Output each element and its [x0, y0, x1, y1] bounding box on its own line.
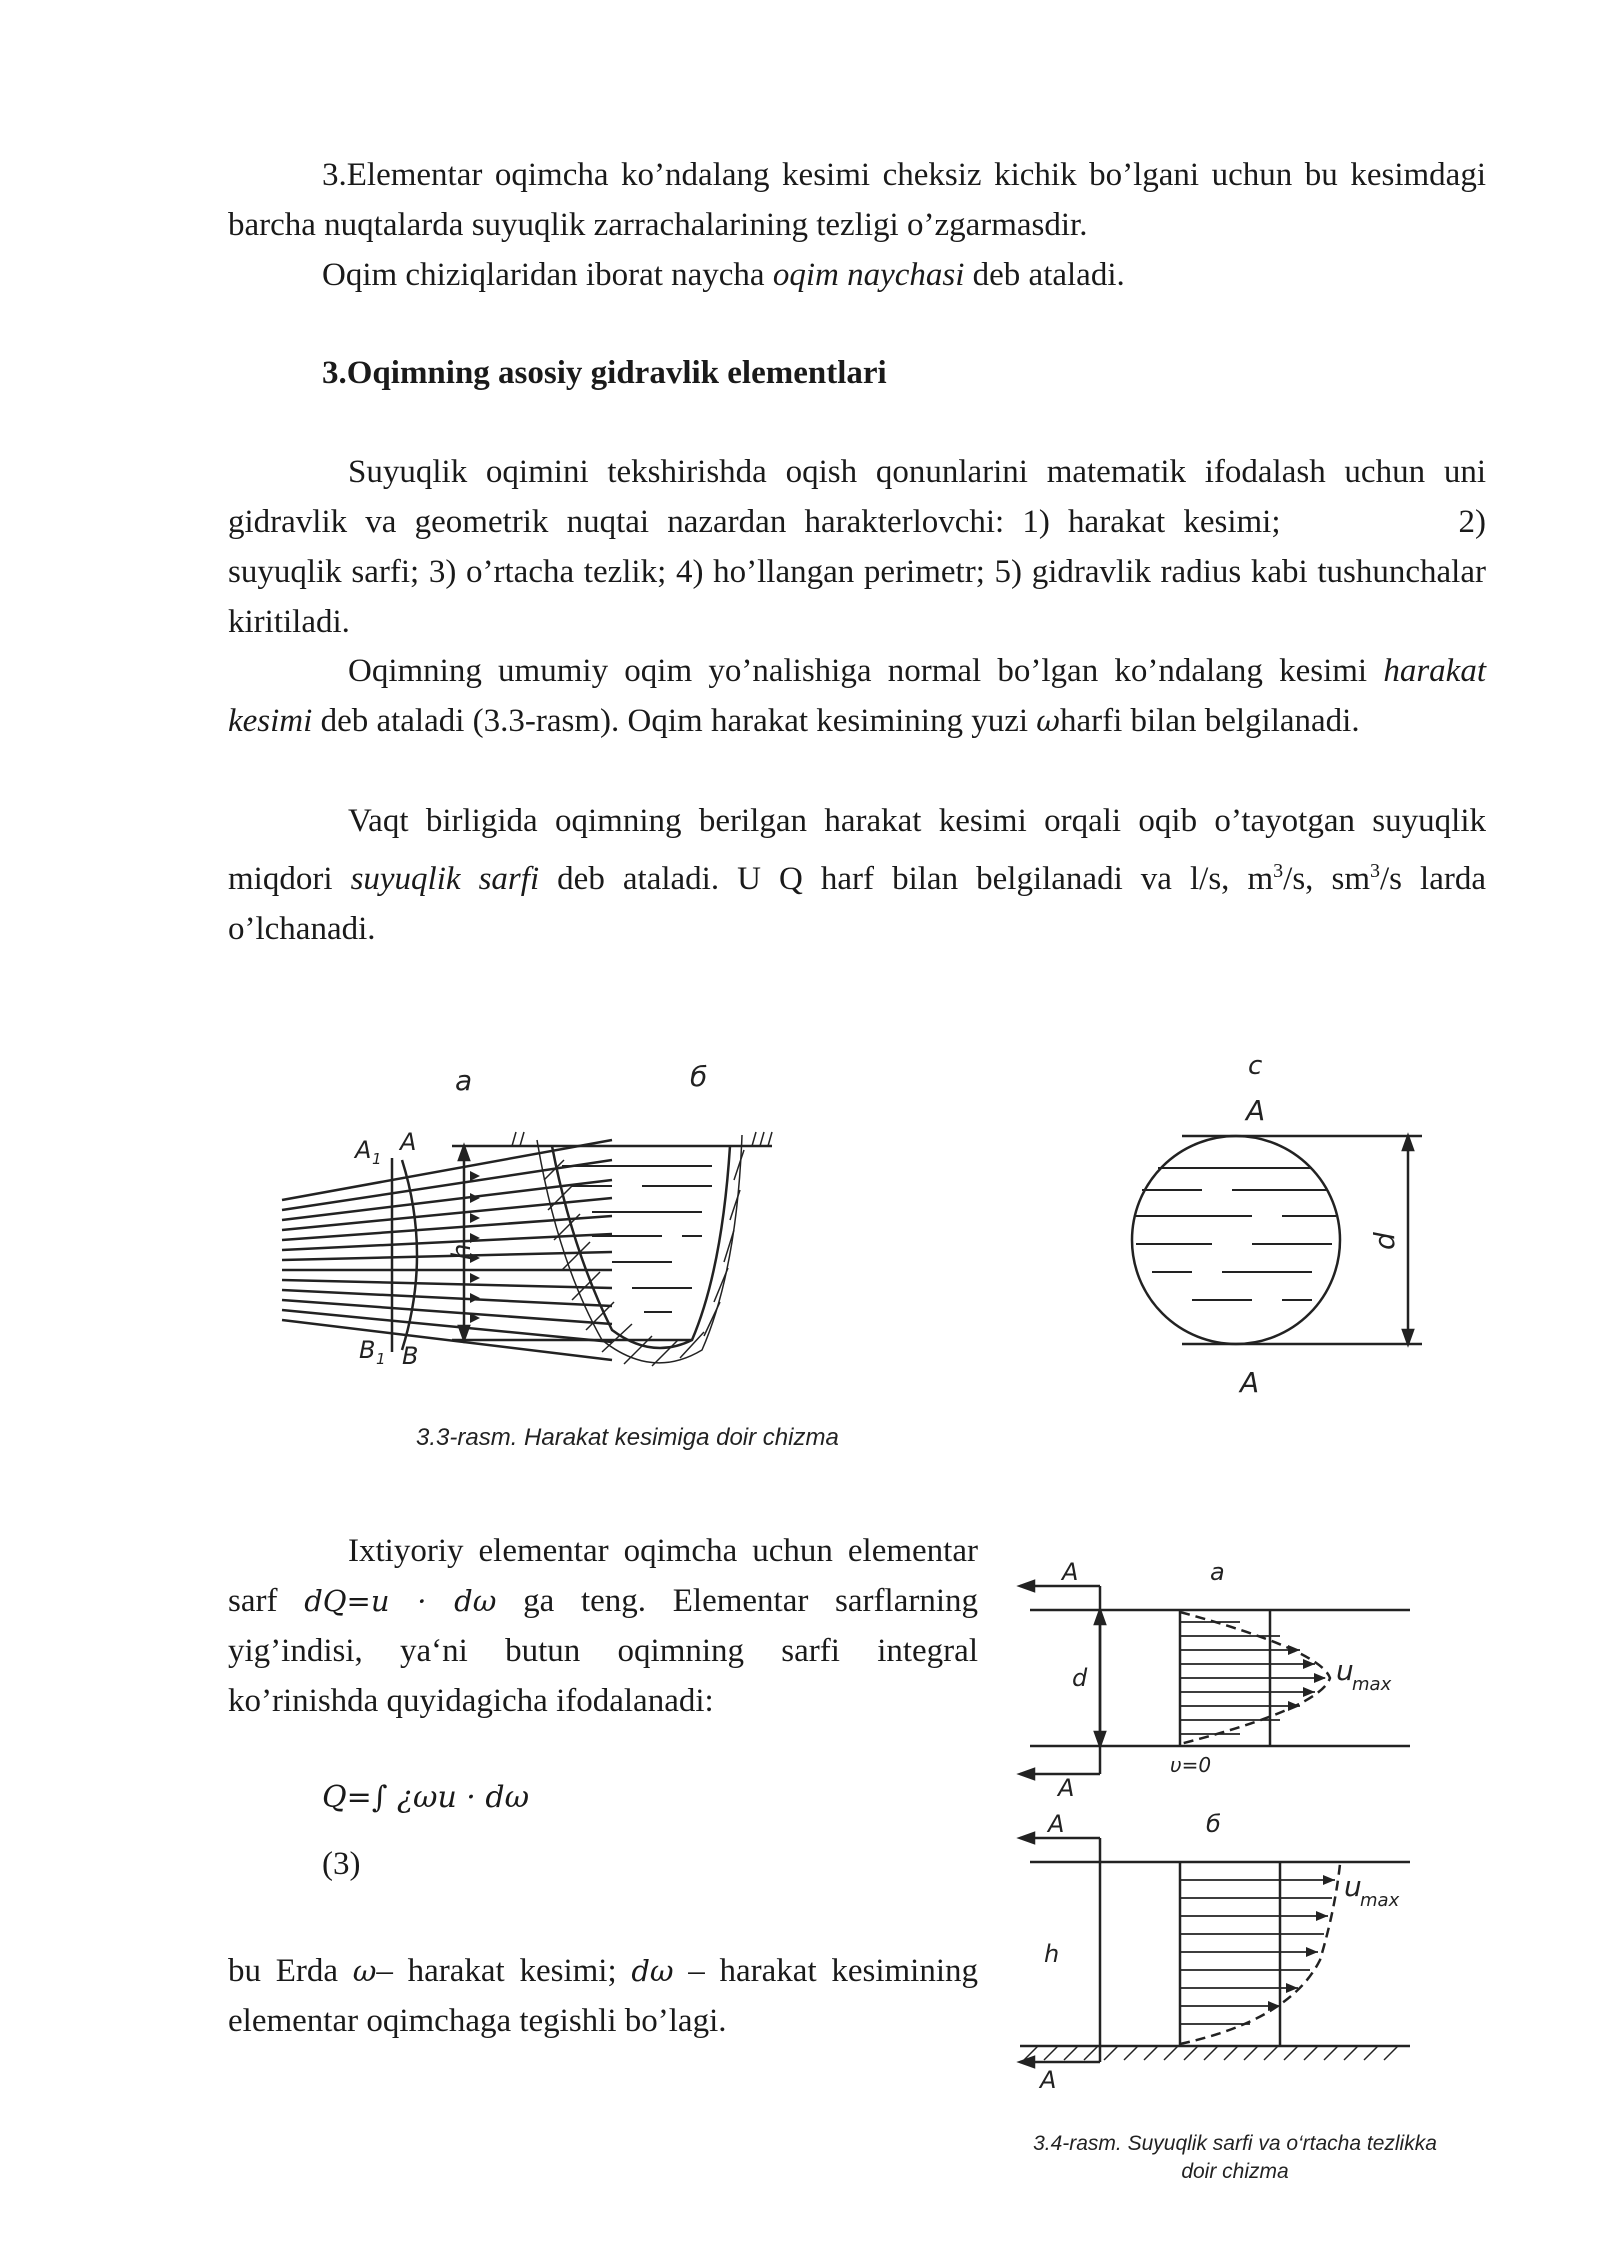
figure-3-4-panel-b: [1020, 1833, 1410, 2067]
paragraph-2-text: Oqim chiziqlaridan iborat naycha: [322, 257, 773, 293]
paragraph-5-text-2: deb ataladi. U Q harf bilan belgilanadi va l/s, m: [539, 861, 1274, 897]
label-b1: B: [359, 1336, 376, 1364]
paragraph-4-text-1: Oqimning umumiy oqim yo’nalishiga normal bo’lgan ko’ndalang kesimi: [348, 653, 1384, 689]
paragraph-5-text-3: /s, sm: [1283, 861, 1370, 897]
figure-3-4-label-b: б: [1206, 1810, 1221, 1838]
paragraph-3: [228, 447, 1486, 647]
figure-3-4-label-a: a: [1210, 1558, 1225, 1586]
label-a1: A: [355, 1136, 372, 1164]
superscript-3: 3: [1273, 860, 1284, 882]
paragraph-1-text: 3.Elementar oqimcha ko’ndalang kesimi cheksiz kichik bo’lgani uchun bu kesimdagi barcha nuqtalarda suyuqlik zarrachalarining tezligi o’zgarmasdir.: [228, 157, 1486, 243]
paragraph-6-text-1: Ixtiyoriy elementar oqimcha uchun elementar sarf: [228, 1533, 978, 1619]
paragraph-7-text-2: – harakat kesimi;: [376, 1953, 632, 1989]
figure-3-3-caption: 3.3-rasm. Harakat kesimiga doir chizma: [416, 1424, 839, 1451]
integral-formula: Q=∫ ¿ωu · dω: [322, 1780, 530, 1815]
term-oqim-naychasi: oqim naychasi: [772, 257, 965, 293]
label-a-top: A: [1246, 1094, 1266, 1127]
omega-symbol: ω: [1036, 704, 1060, 738]
formula-number: (3): [322, 1846, 361, 1882]
term-suyuqlik-sarfi: suyuqlik sarfi: [350, 861, 540, 897]
paragraph-5-text-4: /s larda o’lchanadi.: [228, 861, 1487, 947]
label-b1-sub: 1: [376, 1350, 386, 1368]
figure-3-4: [1010, 1550, 1450, 2120]
paragraph-6-text-2: ga teng. Elementar sarflarning yig’indisi, ya‘ni butun oqimning sarfi integral ko’rinishda quyidagicha ifodalanadi:: [228, 1583, 979, 1719]
paragraph-4-text-3: harfi bilan belgilanadi.: [1059, 703, 1360, 739]
paragraph-4-text-2: deb ataladi (3.3-rasm). Oqim harakat kesimining yuzi: [312, 703, 1037, 739]
omega-symbol: ω: [352, 1954, 377, 1988]
paragraph-2: [228, 250, 1486, 300]
label-a: A: [400, 1128, 417, 1156]
paragraph-7: [228, 1946, 978, 2046]
label-umax-2: u: [1344, 1870, 1362, 1903]
figure-3-4-caption-line-2: doir chizma: [1181, 2160, 1289, 2183]
label-a-top-2: A: [1048, 1810, 1065, 1838]
label-v-zero: υ=0: [1170, 1753, 1212, 1777]
term-harakat-kesimi: harakat kesimi: [228, 653, 1486, 739]
figure-3-4-caption: [1010, 2130, 1460, 2186]
paragraph-1: [228, 150, 1486, 250]
paragraph-5-text-1: Vaqt birligida oqimning berilgan harakat kesimi orqali oqib o’tayotgan suyuqlik miqdori: [228, 803, 1486, 897]
paragraph-2-suffix: deb ataladi.: [964, 257, 1125, 293]
label-umax-1: u: [1336, 1654, 1354, 1687]
label-a-bottom-2: A: [1040, 2066, 1057, 2094]
label-a1-sub: 1: [372, 1150, 382, 1168]
paragraph-7-text-3: – harakat kesimining elementar oqimchaga tegishli bo’lagi.: [228, 1953, 978, 2039]
paragraph-3-text-2: 2) suyuqlik sarfi; 3) o’rtacha tezlik; 4) ho’llangan perimetr; 5) gidravlik radius kabi tushunchalar kiritiladi.: [228, 504, 1486, 640]
label-d: d: [1072, 1664, 1088, 1692]
section-heading: 3.Oqimning asosiy gidravlik elementlari: [322, 355, 887, 391]
domega-symbol: dω: [631, 1954, 674, 1988]
figure-3-3-label-a: a: [455, 1064, 473, 1097]
paragraph-7-text-1: bu Erda: [228, 1953, 353, 1989]
label-a-top-1: A: [1062, 1558, 1079, 1586]
label-h: h: [1044, 1940, 1060, 1968]
figure-3-3-label-c: c: [1248, 1051, 1263, 1081]
label-umax-1-sub: max: [1352, 1674, 1392, 1695]
label-d: d: [1368, 1232, 1401, 1250]
paragraph-6: [228, 1526, 978, 1726]
figure-3-3: [252, 1040, 1432, 1420]
label-umax-2-sub: max: [1360, 1890, 1400, 1911]
paragraph-3-text-1: Suyuqlik oqimini tekshirishda oqish qonunlarini matematik ifodalash uchun uni gidravlik va geometrik nuqtai nazardan harakterlovchi: 1) harakat kesimi;: [228, 454, 1486, 540]
label-h: h: [447, 1243, 477, 1260]
figure-3-3-label-b: б: [690, 1060, 708, 1093]
formula-dq: dQ=u · dω: [304, 1584, 497, 1618]
label-a-bottom: A: [1240, 1366, 1260, 1399]
figure-3-4-caption-line-1: 3.4-rasm. Suyuqlik sarfi va o‘rtacha tezlikka: [1033, 2132, 1437, 2155]
label-b: B: [402, 1342, 419, 1370]
label-a-bottom-1: A: [1058, 1774, 1075, 1802]
superscript-3: 3: [1369, 860, 1380, 882]
paragraph-4: [228, 646, 1486, 746]
paragraph-5: [228, 796, 1486, 954]
